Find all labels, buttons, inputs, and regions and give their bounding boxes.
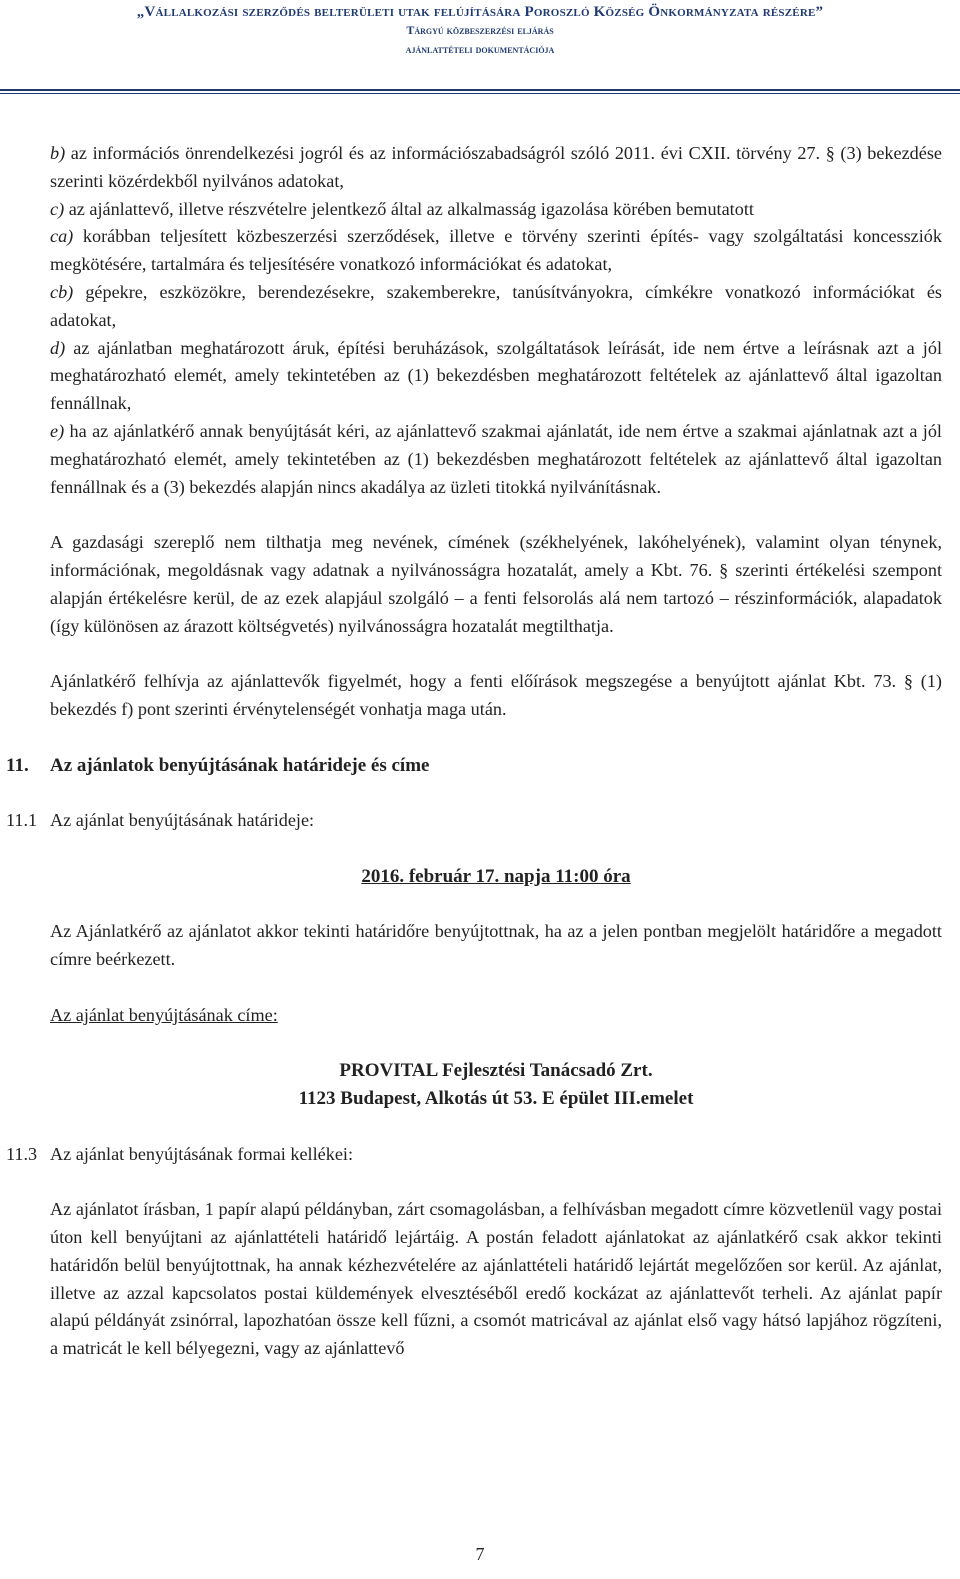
- item-label: e): [50, 420, 65, 441]
- list-item-b: [50, 140, 942, 196]
- subsection-text: Az ajánlat benyújtásának határideje:: [50, 810, 315, 831]
- item-text: gépekre, eszközökre, berendezésekre, szakemberekre, tanúsítványokra, címkékre vonatkozó információkat és adatokat,: [50, 281, 942, 330]
- list-item-cb: [50, 279, 942, 335]
- item-label: b): [50, 143, 66, 163]
- section-11-heading: [6, 752, 942, 780]
- subsection-11-1: [6, 807, 942, 835]
- paragraph-disclosure: A gazdasági szereplő nem tilthatja meg nevének, címének (székhelyének, lakóhelyének), valamint olyan ténynek, információnak, megoldásnak vagy adatnak a nyilvánosságra hozatalát, amely a Kbt. 76. § szerinti értékelési szempont alapján értékelésre kerül, de az ezek alapjául szolgáló – a fenti felsorolás alá nem tartozó – részinformációk, alapadatok (így különösen az árazott költségvetés) nyilvánosságra hozatalát megtilthatja.: [50, 532, 942, 636]
- subsection-11-2: [6, 918, 942, 974]
- subsection-11-3: [6, 1141, 942, 1169]
- paragraph-formal-requirements: Az ajánlatot írásban, 1 papír alapú példányban, zárt csomagolásban, a felhívásban megadott címre közvetlenül vagy postai úton kell benyújtani az ajánlattételi határidő lejártáig. A postán feladott ajánlatokat az ajánlatkérő csak akkor tekinti határidőn belül benyújtottnak, ha annak kézhezvételére az ajánlattételi határidő lejártát megelőzően sor kerül. Az ajánlat, illetve az azzal kapcsolatos postai küldemények elvesztéséből eredő kockázat az ajánlattevőt terheli. Az ajánlat papír alapú példányát zsinórral, lapozhatóan össze kell fűzni, a csomót matricával az ajánlat első vagy hátsó lapjához rögzíteni, a matricát le kell bélyegezni, vagy az ajánlattevő: [50, 1199, 942, 1359]
- list-item-e: [50, 418, 942, 501]
- item-text: az ajánlatban meghatározott áruk, építési beruházások, szolgáltatások leírását, ide nem értve a leírásnak azt a jól meghatározható elemét, amely tekintetében az (1) bekezdésben meghatározott feltételek az ajánlattevő által igazoltan fennállnak,: [50, 337, 942, 414]
- subsection-text: Az Ajánlatkérő az ajánlatot akkor tekinti határidőre benyújtottnak, ha az a jelen pontban megjelölt határidőre a megadott címre beérkezett.: [50, 921, 942, 970]
- page-number: 7: [475, 1544, 485, 1564]
- subsection-number: [6, 918, 50, 946]
- document-header: [0, 0, 960, 59]
- item-label: d): [50, 337, 66, 358]
- deadline-date: 2016. február 17. napja 11:00 óra: [361, 865, 631, 887]
- section-number: 11.: [6, 754, 29, 776]
- item-label: cb): [50, 281, 74, 302]
- list-item-d: [50, 335, 942, 418]
- item-label: ca): [50, 226, 74, 247]
- list-item-ca: [50, 223, 942, 279]
- section-title: Az ajánlatok benyújtásának határideje és címe: [50, 754, 430, 776]
- item-text: ha az ajánlatkérő annak benyújtását kéri, az ajánlattevő szakmai ajánlatát, ide nem értve a szakmai ajánlatnak azt a jól meghatározható elemét, amely tekintetében az (1) bekezdésben meghatározott feltételek az ajánlattevő által igazoltan fennállnak és a (3) bekezdés alapján nincs akadálya az üzleti titokká nyilvánításnak.: [50, 420, 942, 497]
- item-text: az ajánlattevő, illetve részvételre jelentkező által az alkalmasság igazolása körében bemutatott: [64, 198, 754, 219]
- address-street: 1123 Budapest, Alkotás út 53. E épület III.emelet: [298, 1088, 694, 1110]
- item-text: korábban teljesített közbeszerzési szerződések, illetve e törvény szerinti építés- vagy szolgáltatási koncessziók megkötésére, tartalmára és teljesítésére vonatkozó információkat és adatokat,: [50, 226, 942, 275]
- paragraph-warning: Ajánlatkérő felhívja az ajánlattevők figyelmét, hogy a fenti előírások megszegése a benyújtott ajánlat Kbt. 73. § (1) bekezdés f) pont szerinti érvénytelenségét vonhatja maga után.: [50, 671, 942, 719]
- header-title-line1: „Vállalkozási szerződés belterületi utak felújítására Poroszló Község Önkormányzata részére”: [136, 4, 824, 20]
- subsection-number: 11.1: [6, 810, 38, 831]
- document-body: [6, 140, 942, 1363]
- header-title-line3: ajánlattételi dokumentációja: [405, 42, 555, 56]
- list-item-c: [50, 196, 942, 224]
- address-company: PROVITAL Fejlesztési Tanácsadó Zrt.: [339, 1060, 653, 1082]
- item-text: az információs önrendelkezési jogról és az információszabadságról szóló 2011. évi CXII. törvény 27. § (3) bekezdése szerinti közérdekből nyilvános adatokat,: [50, 143, 942, 191]
- subsection-number: 11.3: [6, 1143, 38, 1164]
- header-divider: [0, 89, 960, 91]
- item-label: c): [50, 198, 65, 219]
- subsection-text: Az ajánlat benyújtásának formai kellékei:: [50, 1143, 353, 1164]
- header-title-line2: Tárgyú közbeszerzési eljárás: [406, 23, 554, 37]
- address-label: Az ajánlat benyújtásának címe:: [50, 1004, 278, 1025]
- header-divider-thin: [0, 93, 960, 94]
